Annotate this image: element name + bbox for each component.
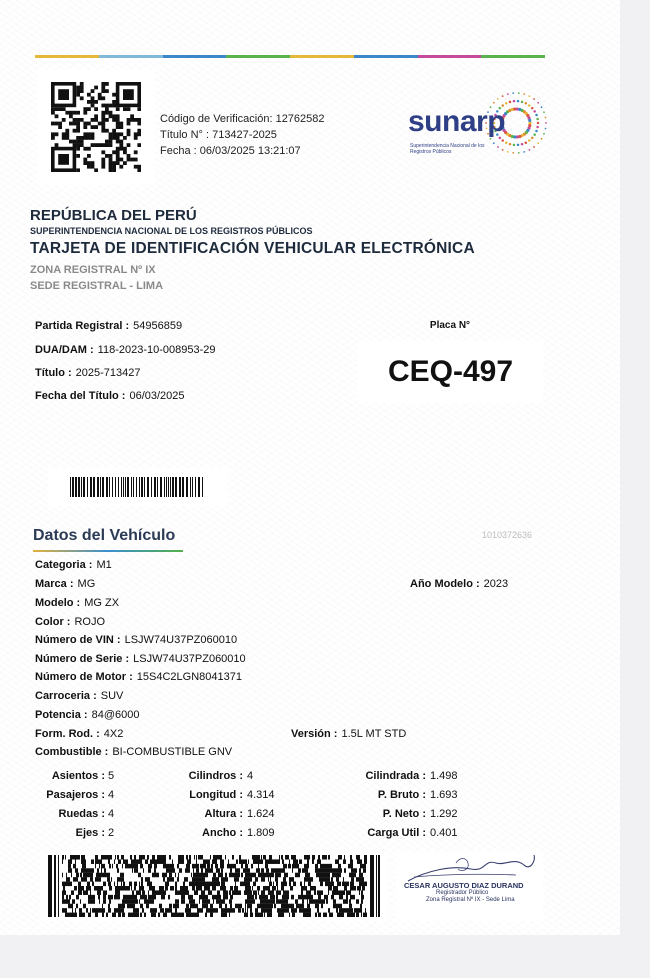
anio-label: Año Modelo :: [410, 578, 480, 590]
stripe-segment: [35, 55, 99, 58]
signature-block: [396, 851, 543, 921]
longitud-value: 4.314: [247, 789, 275, 801]
pbruto-label: [330, 789, 426, 801]
asientos-value: 5: [108, 770, 115, 782]
vin-field: [35, 634, 237, 646]
verification-code: Código de Verificación: 12762582: [160, 113, 325, 125]
pbruto-label-text: P. Bruto :: [377, 789, 426, 801]
anio-field: [410, 578, 508, 590]
cilindrada-label: [330, 770, 426, 782]
fecha-titulo-field: [35, 390, 185, 402]
categoria-label: Categoria :: [35, 559, 93, 571]
serie-value: LSJW74U37PZ060010: [133, 653, 246, 665]
qr-code-icon: [51, 82, 141, 172]
carga-label-text: Carga Util :: [367, 827, 426, 839]
version-value: 1.5L MT STD: [341, 728, 407, 740]
ruedas-label-text: Ruedas :: [58, 808, 105, 820]
logo-subtitle: Superintendencia Nacional de los Registros Públicos: [410, 143, 485, 155]
vin-label: Número de VIN :: [35, 634, 121, 646]
version-label: Versión :: [291, 728, 338, 740]
modelo-label: Modelo :: [35, 597, 81, 609]
stripe-segment: [99, 55, 163, 58]
color-field: [35, 616, 105, 628]
signer-name: CESAR AUGUSTO DIAZ DURAND: [404, 881, 524, 890]
version-field: [291, 728, 406, 740]
pbruto-value: 1.693: [430, 789, 458, 801]
altura-value: 1.624: [247, 808, 275, 820]
sede-label: SEDE REGISTRAL - LIMA: [30, 280, 164, 292]
combustible-field: [35, 746, 232, 758]
ancho-label-text: Ancho :: [202, 827, 243, 839]
motor-field: [35, 671, 242, 683]
cilindros-label-text: Cilindros :: [188, 770, 243, 782]
carroceria-value: SUV: [100, 690, 124, 702]
combustible-value: BI-COMBUSTIBLE GNV: [112, 746, 233, 758]
titulo-field: [35, 367, 141, 379]
country-heading: REPÚBLICA DEL PERÚ: [30, 207, 197, 224]
fecha-titulo-value: 06/03/2025: [129, 390, 185, 402]
cilindros-label: [150, 770, 243, 782]
color-stripe: [35, 55, 545, 58]
marca-field: [35, 578, 95, 590]
verification-date: Fecha : 06/03/2025 13:21:07: [160, 145, 301, 157]
serial-number: 1010372636: [482, 530, 533, 540]
signer-role: Registrador Público: [436, 890, 489, 896]
color-value: ROJO: [74, 616, 106, 628]
vehicle-section-title: Datos del Vehículo: [33, 527, 176, 544]
pasajeros-label-text: Pasajeros :: [46, 789, 105, 801]
serie-field: [35, 653, 246, 665]
marca-value: MG: [77, 578, 96, 590]
combustible-label: Combustible :: [35, 746, 109, 758]
stripe-segment: [418, 55, 482, 58]
small-barcode: [48, 468, 228, 506]
signer-zone: Zona Registral Nº IX - Sede Lima: [426, 897, 515, 903]
serie-label: Número de Serie :: [35, 653, 130, 665]
altura-label-text: Altura :: [204, 808, 243, 820]
motor-label: Número de Motor :: [35, 671, 133, 683]
sunarp-logo: [408, 85, 558, 165]
asientos-label-text: Asientos :: [51, 770, 105, 782]
longitud-label: [150, 789, 243, 801]
potencia-field: [35, 709, 139, 721]
placa-box: [358, 341, 543, 403]
zone-info: [30, 262, 163, 294]
pneto-label-text: P. Neto :: [382, 808, 426, 820]
cilindrada-value: 1.498: [430, 770, 458, 782]
partida-field: [35, 320, 182, 332]
marca-label: Marca :: [35, 578, 74, 590]
anio-value: 2023: [483, 578, 509, 590]
modelo-value: MG ZX: [84, 597, 120, 609]
stripe-segment: [481, 55, 545, 58]
categoria-value: M1: [96, 559, 112, 571]
stripe-segment: [163, 55, 227, 58]
carga-label: [330, 827, 426, 839]
longitud-label-text: Longitud :: [189, 789, 243, 801]
ejes-label-text: Ejes :: [75, 827, 105, 839]
ejes-label: [30, 827, 105, 839]
barcode-icon: [70, 477, 206, 497]
formrod-label: Form. Rod. :: [35, 728, 100, 740]
formrod-value: 4X2: [103, 728, 124, 740]
stripe-segment: [354, 55, 418, 58]
modelo-field: [35, 597, 119, 609]
ancho-label: [150, 827, 243, 839]
partida-value: 54956859: [133, 320, 183, 332]
section-underline: [33, 550, 183, 552]
placa-value: CEQ-497: [387, 355, 514, 388]
pdf417-barcode: [40, 851, 388, 921]
dua-label: DUA/DAM :: [35, 344, 94, 356]
zone-label: ZONA REGISTRAL Nº IX: [30, 264, 156, 276]
placa-label: Placa N°: [429, 320, 471, 331]
pneto-label: [330, 808, 426, 820]
vin-value: LSJW74U37PZ060010: [124, 634, 238, 646]
document-title: TARJETA DE IDENTIFICACIÓN VEHICULAR ELECTRÓNICA: [30, 240, 475, 257]
dua-value: 118-2023-10-008953-29: [97, 344, 216, 356]
categoria-field: [35, 559, 112, 571]
carroceria-label: Carroceria :: [35, 690, 97, 702]
cilindrada-label-text: Cilindrada :: [365, 770, 426, 782]
fecha-titulo-label: Fecha del Título :: [35, 390, 126, 402]
formrod-field: [35, 728, 123, 740]
dua-field: [35, 344, 216, 356]
qr-code: [37, 70, 155, 185]
titulo-label: Título :: [35, 367, 72, 379]
motor-value: 15S4C2LGN8041371: [136, 671, 242, 683]
potencia-label: Potencia :: [35, 709, 88, 721]
verification-title: Título N° : 713427-2025: [160, 129, 277, 141]
ruedas-label: [30, 808, 105, 820]
stripe-segment: [226, 55, 290, 58]
potencia-value: 84@6000: [91, 709, 140, 721]
partida-label: Partida Registral :: [35, 320, 130, 332]
stripe-segment: [290, 55, 354, 58]
altura-label: [150, 808, 243, 820]
verification-info: [160, 111, 325, 159]
ancho-value: 1.809: [247, 827, 275, 839]
carroceria-field: [35, 690, 123, 702]
pasajeros-value: 4: [108, 789, 115, 801]
color-label: Color :: [35, 616, 71, 628]
pdf417-barcode-icon: [48, 855, 380, 917]
asientos-label: [30, 770, 105, 782]
carga-value: 0.401: [430, 827, 458, 839]
logo-name: sunarp: [408, 105, 506, 138]
pasajeros-label: [30, 789, 105, 801]
ruedas-value: 4: [108, 808, 115, 820]
pneto-value: 1.292: [430, 808, 458, 820]
cilindros-value: 4: [247, 770, 254, 782]
agency-heading: SUPERINTENDENCIA NACIONAL DE LOS REGISTROS PÚBLICOS: [30, 226, 313, 236]
ejes-value: 2: [108, 827, 115, 839]
titulo-value: 2025-713427: [75, 367, 141, 379]
